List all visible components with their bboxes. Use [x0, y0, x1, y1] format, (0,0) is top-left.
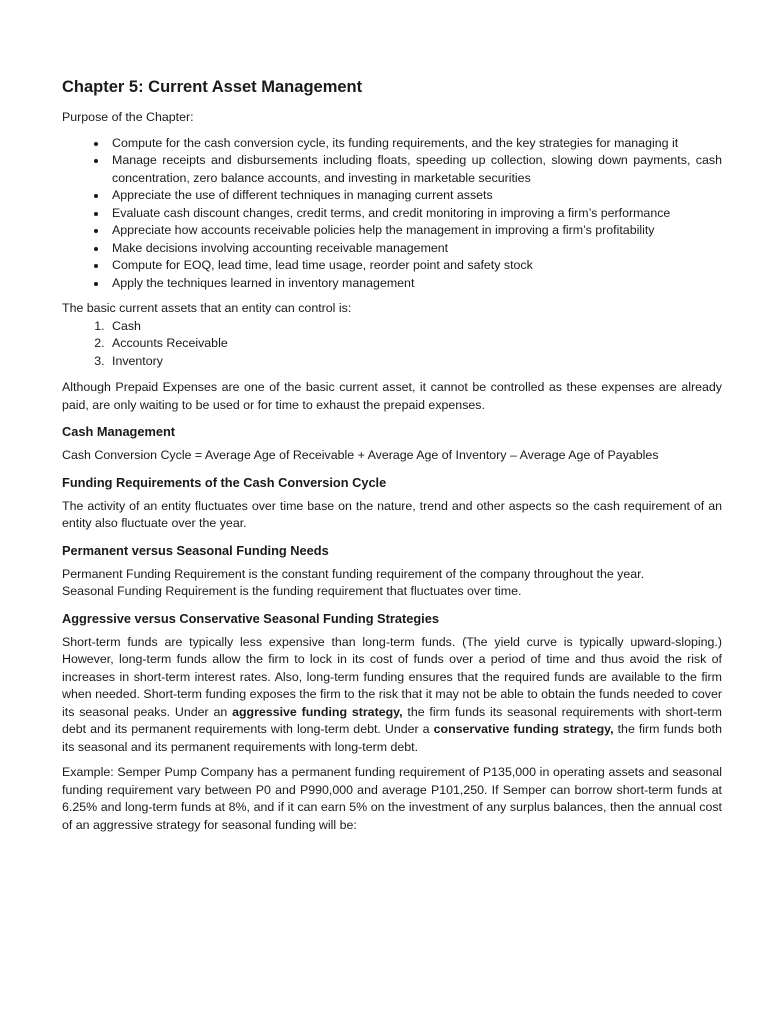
asset-item: 1. Cash [108, 318, 722, 336]
purpose-item: • Compute for EOQ, lead time, lead time usage, reorder point and safety stock [108, 257, 722, 275]
strategies-text-3: the firm funds both its seasonal and its permanent requirements with long-term debt. [62, 722, 722, 754]
ccc-formula: Cash Conversion Cycle = Average Age of Receivable + Average Age of Inventory – Average Age of Payables [62, 448, 659, 462]
purpose-list [62, 135, 722, 293]
strategies-heading: Aggressive versus Conservative Seasonal Funding Strategies [62, 610, 439, 626]
purpose-item: • Appreciate how accounts receivable policies help the management in improving a firm’s profitability [108, 222, 722, 240]
aggressive-term: aggressive funding strategy, [232, 704, 403, 719]
asset-item: 2. Accounts Receivable [108, 335, 722, 353]
funding-requirements-heading: Funding Requirements of the Cash Conversion Cycle [62, 474, 387, 490]
assets-list [62, 318, 722, 371]
purpose-item: • Compute for the cash conversion cycle, its funding requirements, and the key strategies for managing it [108, 135, 722, 153]
assets-intro: The basic current assets that an entity can control is: [62, 301, 352, 315]
purpose-item: • Make decisions involving accounting receivable management [108, 240, 722, 258]
purpose-item: • Appreciate the use of different techniques in managing current assets [108, 187, 722, 205]
example-paragraph: Example: Semper Pump Company has a permanent funding requirement of P135,000 in operating assets and seasonal funding requirement vary between P0 and P990,000 and average P101,250. If Semper can borrow short-term funds at 6.25% and long-term funds at 8%, and if it can earn 5% on the investment of any surplus balances, then the annual cost of an aggressive strategy for seasonal funding will be: [62, 765, 722, 832]
chapter-title: Chapter 5: Current Asset Management [62, 78, 363, 96]
permanent-seasonal-heading: Permanent versus Seasonal Funding Needs [62, 542, 329, 558]
prepaid-paragraph: Although Prepaid Expenses are one of the basic current asset, it cannot be controlled as these expenses are already paid, are only waiting to be used or for time to exhaust the prepaid expenses. [62, 380, 722, 412]
seasonal-definition: Seasonal Funding Requirement is the funding requirement that fluctuates over time. [62, 584, 522, 598]
funding-requirements-text: The activity of an entity fluctuates over time base on the nature, trend and other aspects so the cash requirement of an entity also fluctuate over the year. [62, 498, 722, 530]
purpose-item: • Manage receipts and disbursements including floats, speeding up collection, slowing down payments, cash concentration, zero balance accounts, and investing in marketable securities [108, 152, 722, 187]
strategies-paragraph [62, 634, 722, 757]
purpose-item: • Apply the techniques learned in inventory management [108, 275, 722, 293]
purpose-label: Purpose of the Chapter: [62, 110, 194, 124]
cash-management-heading: Cash Management [62, 424, 176, 439]
conservative-term: conservative funding strategy, [433, 722, 614, 736]
purpose-item: • Evaluate cash discount changes, credit terms, and credit monitoring in improving a firm’s performance [108, 205, 722, 223]
asset-item: 3. Inventory [108, 353, 722, 371]
permanent-definition: Permanent Funding Requirement is the constant funding requirement of the company throughout the year. [62, 566, 645, 581]
strategies-text-1: Short-term funds are typically less expensive than long-term funds. (The yield curve is typically upward-sloping.) However, long-term funds allow the firm to lock in its cost of funds over a period of time and thus avoid the risk of increases in short-term interest rates. Also, long-term funding ensures that the required funds are available to the firm when needed. Short-term funding exposes the firm to the risk that it may not be able to obtain the funds needed to cover its seasonal peaks. Under an [62, 634, 722, 719]
strategies-text-2: the firm funds its seasonal requirements with short-term debt and its permanent requirements with long-term debt. Under a [62, 704, 722, 736]
